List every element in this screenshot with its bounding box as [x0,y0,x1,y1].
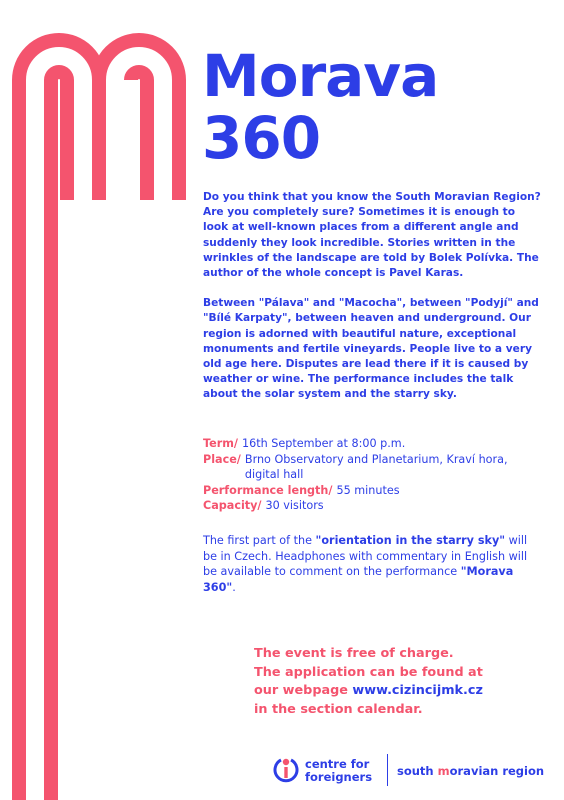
intro-text [203,190,543,418]
cf-line-2: foreigners [305,770,373,784]
detail-capacity [203,498,543,514]
morava-m-logo [0,0,200,800]
intro-paragraph-2: Between "Pálava" and "Macocha", between "Podyjí" and "Bílé Karpaty", between heaven and underground. Our region is adorned with beautiful nature, exceptional monuments and fertile vineyards. People live to a very old age here. Disputes are lead there if it is caused by weather or wine. The performance includes the talk about the solar system and the starry sky. [203,297,539,401]
detail-length [203,483,543,499]
footer-divider [387,754,388,786]
intro-paragraph-1: Do you think that you know the South Moravian Region? Are you completely sure? Sometimes it is enough to look at well-known places from a different angle and suddenly they look incredible. Stories written in the wrinkles of the landscape are told by Bolek Polívka. The author of the whole concept is Pavel Karas. [203,191,541,280]
centre-for-foreigners-wordmark [305,758,372,784]
place-value: Brno Observatory and Planetarium, Kraví hora, digital hall [244,452,508,481]
note-bold-2: "Morava 360" [203,565,514,594]
smr-prefix: south [397,764,438,778]
length-value: 55 minutes [336,483,400,497]
cta-line-2: The application can be found at [254,664,483,680]
capacity-label: Capacity/ [203,499,262,512]
event-details [203,436,543,514]
term-value: 16th September at 8:00 p.m. [242,437,406,450]
smr-suffix: oravian region [449,764,545,778]
language-note [203,533,538,595]
page-title [202,42,439,172]
cf-line-1: centre for [305,757,370,771]
term-label: Term/ [203,437,238,450]
smr-m: m [437,764,450,778]
cta-line-3 [254,682,554,701]
length-label: Performance length/ [203,483,333,497]
detail-place [203,452,543,483]
capacity-value: 30 visitors [265,499,324,512]
title-line-2: 360 [202,104,321,172]
centre-for-foreigners-logo-icon [272,756,300,786]
cta-line-4: in the section calendar. [254,701,423,717]
call-to-action [254,645,554,719]
note-part-1: The first part of the [203,534,316,547]
footer [272,752,562,792]
title-line-1: Morava [202,42,439,110]
note-part-2: will be in Czech. Headphones with commentary in English will be available to comment on the performance [203,534,528,578]
note-part-3: . [232,580,236,594]
note-bold-1: "orientation in the starry sky" [315,534,506,547]
cta-line-1: The event is free of charge. [254,646,454,661]
cta-line-3-prefix: our webpage [254,683,353,698]
website-link[interactable]: www.cizincijmk.cz [352,683,483,698]
place-label: Place/ [203,452,241,466]
detail-term [203,436,543,452]
south-moravian-region-wordmark [397,764,544,778]
